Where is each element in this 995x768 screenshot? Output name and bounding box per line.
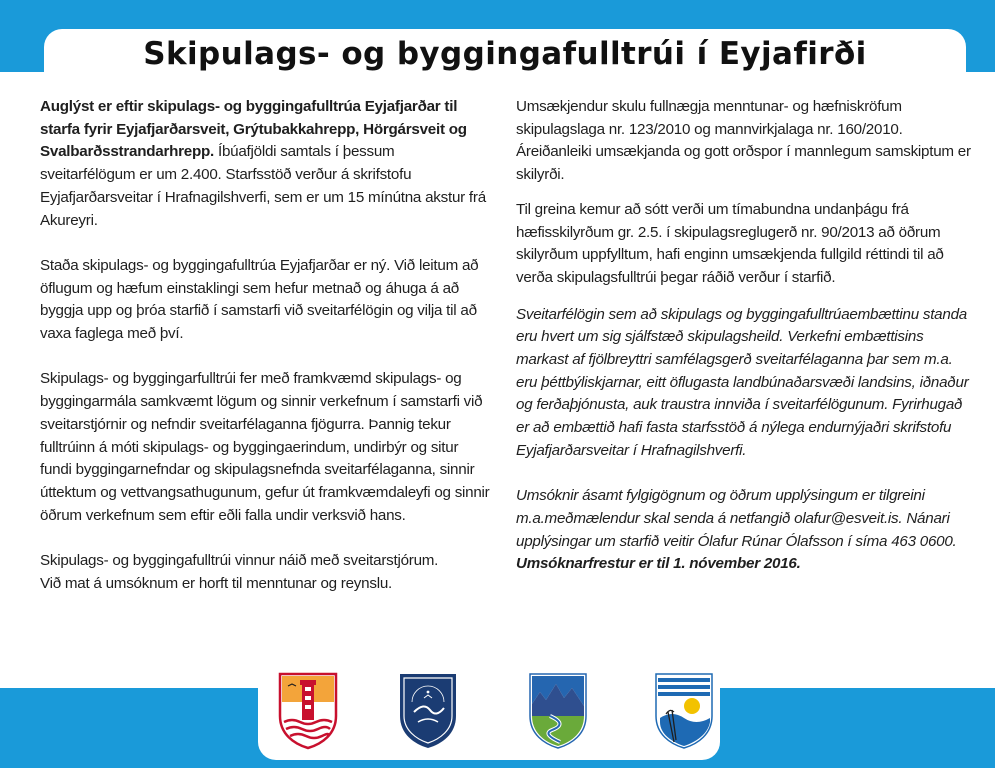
left-column: [40, 96, 490, 595]
position-paragraph: Staða skipulags- og byggingafulltrúa Eyjafjarðar er ný. Við leitum að öflugum og hæfum einstaklingi sem hefur metnað og áhuga á að byggja upp og þróa starfið í samstarfi við sveitarfélögin og vilja til að vaxa faglega með því.: [40, 256, 479, 343]
right-column: [516, 96, 971, 576]
intro-bold-text: Auglýst er eftir skipulags- og byggingafulltrúa Eyjafjarðar til starfa fyrir Eyjafjarðarsveit, Grýtubakkahrepp, Hörgársveit og Svalbarðsstrandarhrepp.: [40, 98, 467, 161]
deadline-text: Umsóknarfrestur er til 1. nóvember 2016.: [516, 555, 801, 573]
municipalities-paragraph: Sveitarfélögin sem að skipulags og byggingafulltrúaembættinu standa eru hvert um sig sjálfstæð skipulagsheild. Verkefni embættisins markast af fjölbreyttri samfélagsgerð sveitarfélaganna þar sem m.a. eru þéttbýliskjarnar, eitt öflugasta landbúnaðarsvæði landsins, iðnaður og ferðaþjónusta, auk traustra innviða í sveitarfélögunum. Fyrirhugað er að embættið hafi fasta starfsstöð á nýlega endurnýjaðri skrifstofu Eyjafjarðarsveitar í Hrafnagilshverfi.: [516, 305, 969, 459]
assessment-paragraph: Við mat á umsóknum er horft til menntunar og reynslu.: [40, 574, 392, 592]
requirements-paragraph: Umsækjendur skulu fullnægja menntunar- og hæfniskröfum skipulagslaga nr. 123/2010 og mannvirkjalaga nr. 160/2010. Áreiðanleiki umsækjanda og gott orðspor í mannlegum samskiptum er skilyrði.: [516, 98, 971, 184]
sun-waves-crest-icon: [654, 672, 714, 750]
cooperation-paragraph: Skipulags- og byggingafulltrúi vinnur náið með sveitarstjórum.: [40, 552, 439, 570]
application-paragraph: Umsóknir ásamt fylgigögnum og öðrum upplýsingum er tilgreini m.a.meðmælendur skal senda á netfangið olafur@esveit.is. Nánari upplýsingar um starfið veitir Ólafur Rúnar Ólafsson í síma 463 0600.: [516, 487, 957, 550]
grytubakkahreppur-crest-icon: [398, 672, 458, 750]
duties-paragraph: Skipulags- og byggingarfulltrúi fer með framkvæmd skipulags- og byggingarmála samkvæmt lögum og sinnir verkefnum í samstarfi við sveitarstjórnir og nefndir sveitarfélaganna fjögurra. Þannig tekur fulltrúinn á móti skipulags- og byggingaerindum, undirbýr og situr fundi byggingarnefndar og skipulagsnefnda sveitarfélaganna, sinnir úttektum og vettvangsathugunum, gefur út framkvæmdaleyfi og sinnir öðrum verkefnum sem eftir eðli falla undir verksvið hans.: [40, 370, 490, 524]
mountain-river-crest-icon: [528, 672, 588, 750]
intro-rest-text: Íbúafjöldi samtals í þessum sveitarfélögum er um 2.400. Starfsstöð verður á skrifstofu Eyjafjarðarsveitar í Hrafnagilshverfi, sem er um 15 mínútna akstur frá Akureyri.: [40, 143, 486, 229]
lighthouse-crest-icon: [278, 672, 338, 750]
page-title: Skipulags- og byggingafulltrúi í Eyjafirði: [143, 36, 867, 72]
exemption-paragraph: Til greina kemur að sótt verði um tímabundna undanþágu frá hæfisskilyrðum gr. 2.5. í skipulagsreglugerð nr. 90/2013 að öðrum skilyrðum uppfylltum, hafi enginn umsækjenda fullgild réttindi til að verða skipulagsfulltrúi þegar ráðið verður í starfið.: [516, 200, 944, 286]
intro-paragraph: [40, 96, 490, 232]
